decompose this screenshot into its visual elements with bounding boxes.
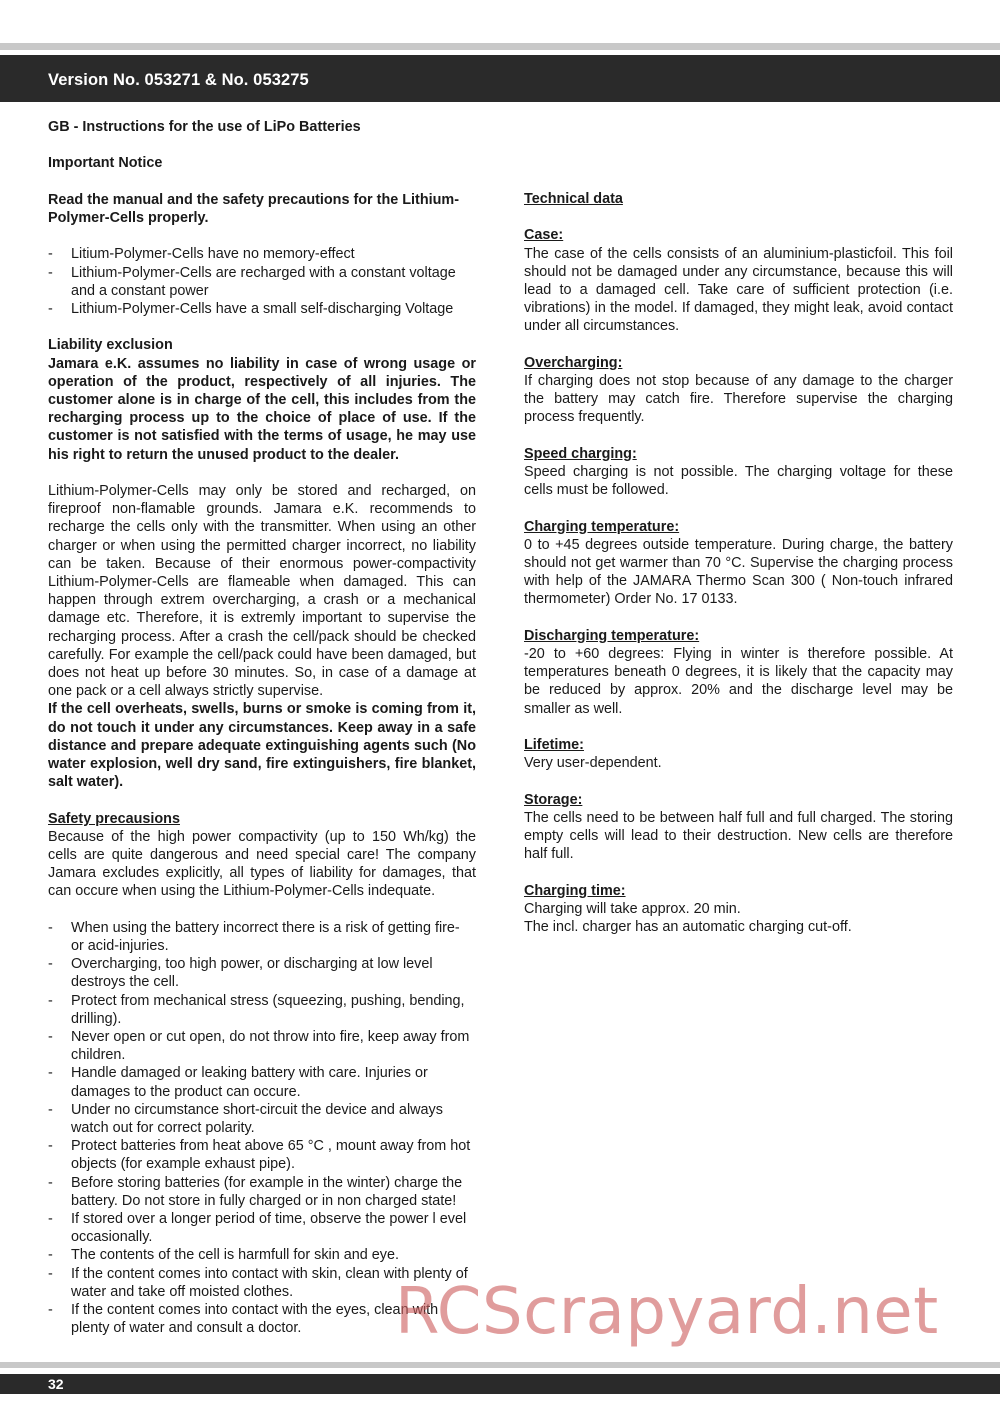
- charging-temperature-text: 0 to +45 degrees outside temperature. During charge, the battery should not get warmer than 70 °C. Supervise the charging process with help of the JAMARA Thermo Scan 300 ( Non-touch infrared thermometer) Order No. 17 0133.: [524, 536, 953, 608]
- list-item: - Protect batteries from heat above 65 °C , mount away from hot objects (for example exhaust pipe).: [48, 1137, 476, 1173]
- discharging-temperature-text: -20 to +60 degrees: Flying in winter is therefore possible. At temperatures beneath 0 degrees, it is likely that the capacity may be reduced by approx. 20% and the discharge level may be smaller as well.: [524, 646, 953, 717]
- bottom-rule: [0, 1362, 1000, 1368]
- list-item: - Overcharging, too high power, or discharging at low level destroys the cell.: [48, 955, 476, 991]
- list-item: - If the content comes into contact with the eyes, clean with plenty of water and consult a doctor.: [48, 1301, 476, 1337]
- properties-list: [48, 245, 476, 318]
- charging-time-text: Charging will take approx. 20 min.: [524, 900, 741, 917]
- list-item: - Under no circumstance short-circuit the device and always watch out for correct polarity.: [48, 1101, 476, 1137]
- right-column: [524, 190, 953, 936]
- list-item: - Lithium-Polymer-Cells have a small self-discharging Voltage: [48, 300, 476, 318]
- list-item: - Protect from mechanical stress (squeezing, pushing, bending, drilling).: [48, 992, 476, 1028]
- list-item: - If stored over a longer period of time, observe the power l evel occasionally.: [48, 1210, 476, 1246]
- important-notice-heading: Important Notice: [48, 155, 163, 172]
- charging-temperature-heading: Charging temperature:: [524, 518, 680, 535]
- list-item: - Before storing batteries (for example in the winter) charge the battery. Do not store in fully charged or in non charged state!: [48, 1174, 476, 1210]
- document-title: GB - Instructions for the use of LiPo Batteries: [48, 119, 361, 135]
- overcharging-text: If charging does not stop because of any damage to the charger the battery may catch fire. Therefore supervise the charging process frequently.: [524, 373, 953, 426]
- footer-bar: [0, 1374, 1000, 1394]
- case-heading: Case:: [524, 227, 564, 244]
- top-rule: [0, 43, 1000, 50]
- header-bar: [0, 55, 1000, 102]
- safety-paragraph: Because of the high power compactivity (up to 150 Wh/kg) the cells are quite dangerous and need special care! The company Jamara excludes explicitly, all types of liability for damages, that can occure when using the Lithium-Polymer-Cells indequate.: [48, 828, 476, 900]
- list-item: - Handle damaged or leaking battery with care. Injuries or damages to the product can occure.: [48, 1064, 476, 1100]
- lifetime-text: Very user-dependent.: [524, 755, 662, 772]
- storage-paragraph: Lithium-Polymer-Cells may only be stored and recharged, on fireproof non-flamable grounds. Jamara e.K. recommends to recharge the cells only with the transmitter. When using an other charger or when using the permitted charger incorrect, no liability can be taken. Because of their enormous power-compactivity Lithium-Polymer-Cells are flameable when damaged. This can happen through extrem overcharging, a crash or a mechanical damage etc. Therefore, it is extremly important to supervise the recharging process. After a crash the cell/pack should be checked carefully. For example the cell/pack could have been damaged, but does not heat up before 30 minutes. So, in case of a damage at one pack or a cell always strictly supervise.: [48, 482, 476, 700]
- list-item: - If the content comes into contact with skin, clean with plenty of water and take off moisted clothes.: [48, 1265, 476, 1301]
- storage-text: The cells need to be between half full and full charged. The storing empty cells will lead to their destruction. New cells are therefore half full.: [524, 809, 953, 863]
- overcharging-heading: Overcharging:: [524, 354, 623, 371]
- list-item: - The contents of the cell is harmfull for skin and eye.: [48, 1246, 476, 1264]
- list-item: - Never open or cut open, do not throw into fire, keep away from children.: [48, 1028, 476, 1064]
- charger-cutoff-text: The incl. charger has an automatic charging cut-off.: [524, 919, 852, 935]
- list-item: - Litium-Polymer-Cells have no memory-effect: [48, 245, 476, 263]
- case-text: The case of the cells consists of an aluminium-plasticfoil. This foil should not be damaged under any circumstance, because this will lead to a damaged cell. Take care of sufficient protection (i.e. vibrations) in the model. If damaged, they might leak, avoid contact under all circumstances.: [524, 245, 953, 335]
- page-number: 32: [48, 1376, 64, 1392]
- list-item: - Lithium-Polymer-Cells are recharged with a constant voltage and a constant power: [48, 264, 476, 300]
- storage-heading: Storage:: [524, 791, 583, 808]
- discharging-temperature-heading: Discharging temperature:: [524, 627, 700, 644]
- charging-time-heading: Charging time:: [524, 882, 626, 899]
- list-item: - When using the battery incorrect there is a risk of getting fire- or acid-injuries.: [48, 919, 476, 955]
- page-title: Version No. 053271 & No. 053275: [48, 71, 309, 89]
- liability-text: Jamara e.K. assumes no liability in case of wrong usage or operation of the product, respectively of all injuries. The customer alone is in charge of the cell, this includes from the recharging process up to the choice of place of use. If the customer is not satisfied with the terms of usage, he may use his right to return the unused product to the dealer.: [48, 355, 476, 463]
- watermark: RCScrapyard.net: [395, 1275, 939, 1349]
- speed-charging-text: Speed charging is not possible. The charging voltage for these cells must be followed.: [524, 464, 953, 499]
- safety-heading: Safety precausions: [48, 810, 180, 827]
- speed-charging-heading: Speed charging:: [524, 445, 637, 462]
- overheat-warning: If the cell overheats, swells, burns or smoke is coming from it, do not touch it under any circumstances. Keep away in a safe distance and prepare adequate extinguishing agents such (No water explosion, well dry sand, fire extinguishers, fire blanket, salt water).: [48, 701, 476, 791]
- technical-data-heading: Technical data: [524, 191, 623, 207]
- liability-heading: Liability exclusion: [48, 337, 173, 354]
- lifetime-heading: Lifetime:: [524, 737, 584, 753]
- left-column: [48, 118, 476, 1338]
- safety-list: [48, 919, 476, 1338]
- read-manual-notice: Read the manual and the safety precautions for the Lithium-Polymer-Cells properly.: [48, 191, 459, 226]
